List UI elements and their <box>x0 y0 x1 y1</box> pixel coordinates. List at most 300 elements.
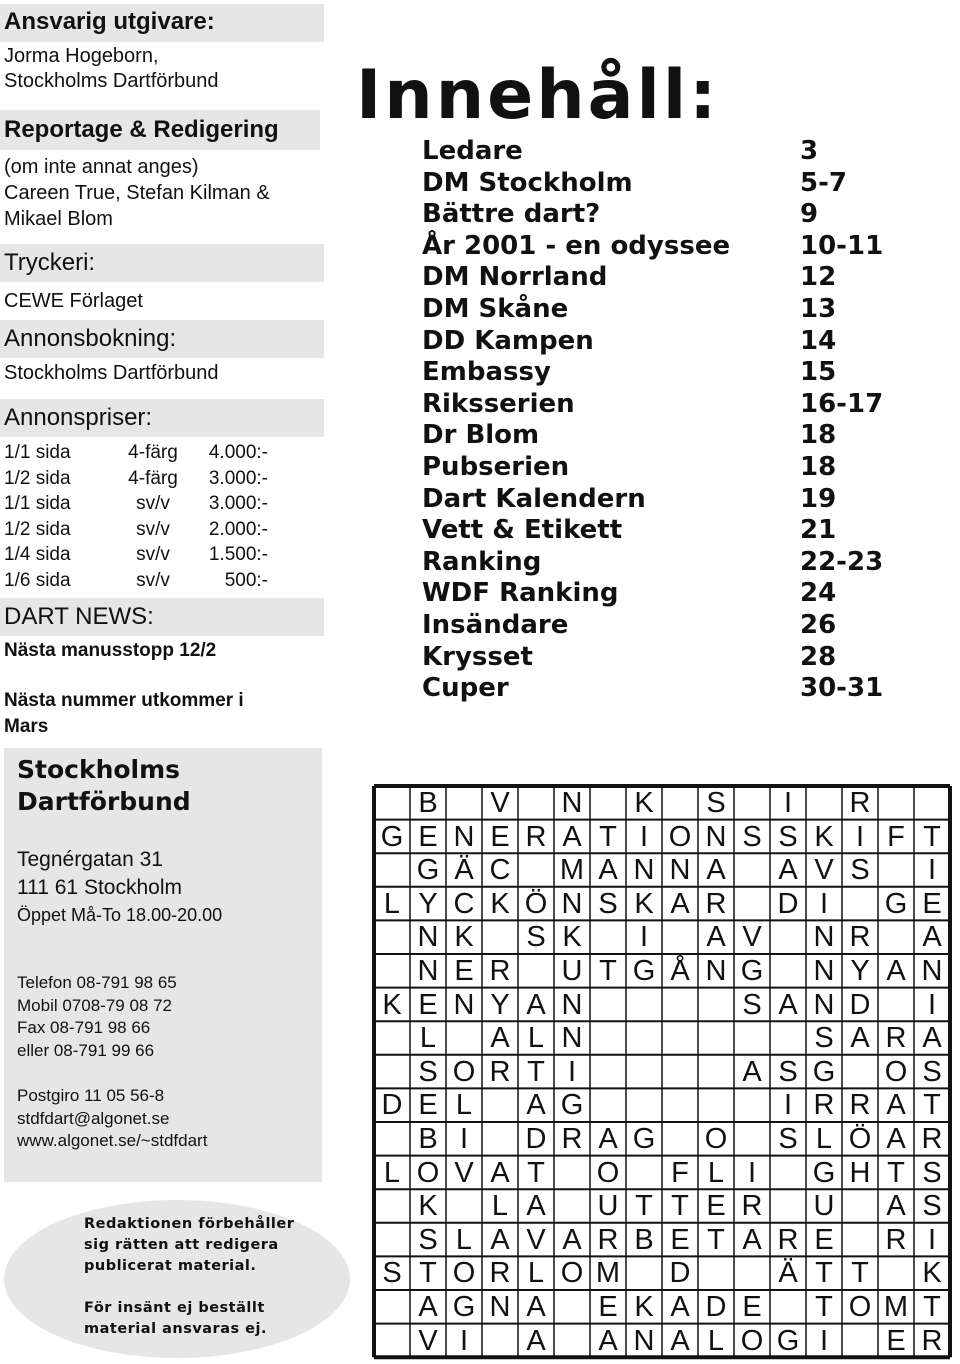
crossword-cell[interactable]: R <box>597 1223 619 1256</box>
toc-item[interactable] <box>422 452 942 484</box>
toc-item[interactable] <box>422 357 942 389</box>
crossword-cell[interactable]: V <box>490 787 510 819</box>
toc-item-title: År 2001 - en odyssee <box>422 230 731 261</box>
toc-item[interactable] <box>422 547 942 579</box>
crossword-cell[interactable]: G <box>740 955 764 987</box>
toc-item-title: DM Norrland <box>422 262 608 293</box>
crossword-cell[interactable]: L <box>707 1156 725 1189</box>
org-name-line2: Dartförbund <box>17 787 191 816</box>
crossword-cell[interactable]: O <box>560 1257 584 1290</box>
price-row <box>0 491 300 517</box>
crossword-cell[interactable]: S <box>418 1055 438 1088</box>
crossword-cell[interactable]: A <box>490 1022 510 1055</box>
crossword-cell[interactable]: S <box>922 1156 942 1189</box>
crossword-cell[interactable]: A <box>598 854 618 887</box>
crossword-cell[interactable]: F <box>887 820 905 853</box>
ads-contact: Stockholms Dartförbund <box>4 362 219 384</box>
toc-item-title: Riksserien <box>422 388 575 419</box>
crossword-cell[interactable]: L <box>491 1190 509 1223</box>
crossword-cell[interactable]: S <box>922 1055 942 1088</box>
toc-item-page: 24 <box>800 578 837 609</box>
crossword-cell[interactable]: R <box>489 1055 511 1088</box>
crossword-cell[interactable]: B <box>634 1223 654 1256</box>
price-row <box>0 542 300 568</box>
crossword-cell[interactable]: V <box>742 921 762 954</box>
crossword-cell[interactable]: I <box>639 820 649 853</box>
crossword-cell[interactable]: S <box>742 820 762 853</box>
crossword-cell[interactable]: A <box>526 1324 546 1357</box>
toc-item[interactable] <box>422 136 942 168</box>
disclaimer-line: publicerat material. <box>84 1258 257 1274</box>
phone-line: Telefon 08-791 98 65 <box>17 973 177 992</box>
crossword-cell[interactable]: I <box>459 1324 469 1357</box>
crossword-cell[interactable]: R <box>885 1022 907 1055</box>
crossword-cell[interactable]: R <box>705 887 727 920</box>
crossword-cell[interactable]: L <box>707 1324 725 1357</box>
crossword-cell[interactable]: T <box>923 1291 941 1323</box>
org-name <box>17 754 191 818</box>
crossword-cell[interactable]: G <box>416 854 440 887</box>
crossword-cell[interactable]: R <box>561 1123 583 1155</box>
crossword-cell[interactable]: T <box>887 1156 905 1189</box>
crossword-cell[interactable]: Ä <box>778 1257 798 1290</box>
crossword-cell[interactable]: G <box>812 1055 836 1088</box>
toc-item[interactable] <box>422 389 942 421</box>
crossword-cell[interactable]: A <box>706 921 726 954</box>
crossword-cell[interactable]: Å <box>670 955 690 987</box>
crossword-cell[interactable]: N <box>561 887 583 920</box>
crossword-cell[interactable]: S <box>742 988 762 1021</box>
crossword-cell[interactable]: R <box>849 1089 871 1122</box>
crossword-cell[interactable]: T <box>851 1257 869 1290</box>
crossword-cell[interactable]: Y <box>418 887 438 920</box>
crossword-cell[interactable]: E <box>886 1324 906 1357</box>
crossword-cell[interactable]: A <box>598 1123 618 1155</box>
price-row <box>0 440 300 466</box>
toc-item-title: WDF Ranking <box>422 578 619 609</box>
toc-item-page: 12 <box>800 262 837 293</box>
crossword-cell[interactable]: L <box>383 887 401 920</box>
crossword-cell[interactable]: E <box>598 1291 618 1323</box>
toc-item-title: DM Stockholm <box>422 167 633 198</box>
crossword-cell[interactable]: F <box>671 1156 689 1189</box>
toc-item-page: 9 <box>800 199 819 230</box>
toc-item-title: DM Skåne <box>422 293 569 324</box>
crossword-cell[interactable]: A <box>922 1022 942 1055</box>
crossword-cell[interactable]: A <box>490 1156 510 1189</box>
crossword-cell[interactable]: E <box>922 887 942 920</box>
toc-item-page: 19 <box>800 483 837 514</box>
crossword-cell[interactable]: V <box>526 1223 546 1256</box>
price-size: 1/1 sida <box>4 442 71 463</box>
crossword-cell[interactable]: A <box>886 1123 906 1155</box>
crossword-cell[interactable]: B <box>418 787 438 819</box>
toc-item[interactable] <box>422 262 942 294</box>
toc-item-title: Insändare <box>422 609 569 640</box>
crossword-cell[interactable]: L <box>419 1022 437 1055</box>
crossword-cell[interactable]: I <box>855 820 865 853</box>
crossword-cell[interactable]: A <box>670 887 690 920</box>
price-color: sv/v <box>136 544 170 565</box>
crossword-cell[interactable]: A <box>742 1223 762 1256</box>
crossword-cell[interactable]: O <box>740 1324 764 1357</box>
crossword-cell[interactable]: R <box>921 1123 943 1155</box>
crossword-letters <box>374 787 954 1357</box>
crossword-cell[interactable]: O <box>704 1123 728 1155</box>
toc-item-page: 22-23 <box>800 546 884 577</box>
crossword-cell[interactable]: T <box>671 1190 689 1223</box>
crossword-cell[interactable]: T <box>599 955 617 987</box>
crossword-cell[interactable]: A <box>742 1055 762 1088</box>
toc-item-page: 15 <box>800 357 837 388</box>
price-size: 1/2 sida <box>4 467 71 489</box>
crossword-cell[interactable]: V <box>814 854 834 887</box>
news-heading: DART NEWS: <box>4 603 154 630</box>
crossword-cell[interactable]: L <box>815 1123 833 1155</box>
crossword-cell[interactable]: V <box>454 1156 474 1189</box>
toc-item-title: Embassy <box>422 357 551 388</box>
crossword-cell[interactable]: Ä <box>454 854 474 887</box>
toc-item-page: 5-7 <box>800 167 847 198</box>
price-amount: 3.000:- <box>208 467 268 489</box>
crossword-cell[interactable]: N <box>921 955 943 987</box>
crossword-cell[interactable]: S <box>778 820 798 853</box>
toc-item[interactable] <box>422 168 942 200</box>
price-row <box>0 517 300 543</box>
crossword-cell[interactable]: G <box>632 1123 656 1155</box>
toc-item[interactable] <box>422 231 942 263</box>
toc-item-title: Pubserien <box>422 451 570 482</box>
crossword-cell[interactable]: O <box>452 1055 476 1088</box>
crossword-cell[interactable]: N <box>633 1324 655 1357</box>
toc-item-page: 26 <box>800 609 837 640</box>
crossword-cell[interactable]: N <box>813 988 835 1021</box>
price-amount: 500:- <box>224 569 268 591</box>
crossword-cell[interactable]: T <box>923 820 941 853</box>
price-color: 4-färg <box>128 442 178 463</box>
toc-item[interactable] <box>422 578 942 610</box>
crossword-cell[interactable]: D <box>669 1257 691 1290</box>
crossword-cell[interactable]: U <box>813 1190 835 1223</box>
toc-item-title: Ranking <box>422 546 542 577</box>
crossword-cell[interactable]: T <box>815 1291 833 1323</box>
crossword-cell[interactable]: L <box>455 1089 473 1122</box>
crossword-cell[interactable]: A <box>670 1324 690 1357</box>
toc-item[interactable] <box>422 642 942 674</box>
toc-item-title: Ledare <box>422 136 523 166</box>
crossword-cell[interactable]: A <box>778 988 798 1021</box>
price-row <box>0 568 300 594</box>
crossword-cell[interactable]: T <box>419 1257 437 1290</box>
crossword-cell[interactable]: K <box>454 921 474 954</box>
crossword-cell[interactable]: C <box>453 887 475 920</box>
price-list <box>0 440 300 593</box>
crossword-cell[interactable]: E <box>490 820 510 853</box>
toc-item-title: Bättre dart? <box>422 199 601 230</box>
price-amount: 3.000:- <box>208 493 268 514</box>
crossword-cell[interactable]: N <box>561 1022 583 1055</box>
crossword-cell[interactable]: R <box>777 1223 799 1256</box>
crossword-cell[interactable]: I <box>783 787 793 819</box>
toc-item-page: 21 <box>800 515 837 546</box>
phone-list <box>17 972 177 1062</box>
toc-item[interactable] <box>422 610 942 642</box>
crossword-cell[interactable]: N <box>813 921 835 954</box>
crossword-cell[interactable]: N <box>561 787 583 819</box>
crossword-cell[interactable]: D <box>777 887 799 920</box>
crossword-cell[interactable]: R <box>741 1190 763 1223</box>
toc-item[interactable] <box>422 673 942 705</box>
crossword-cell[interactable]: L <box>383 1156 401 1189</box>
crossword-cell[interactable]: T <box>707 1223 725 1256</box>
crossword-cell[interactable]: E <box>814 1223 834 1256</box>
crossword-cell[interactable]: Ö <box>524 887 548 920</box>
crossword-cell[interactable]: L <box>455 1223 473 1256</box>
crossword-cell[interactable]: N <box>453 988 475 1021</box>
printer-name: CEWE Förlaget <box>4 290 143 312</box>
disclaimer-text <box>84 1214 294 1340</box>
toc-item-title: Cuper <box>422 673 509 704</box>
disclaimer-line: Redaktionen förbehåller <box>84 1216 295 1232</box>
crossword-cell[interactable]: A <box>778 854 798 887</box>
crossword-cell[interactable]: O <box>884 1055 908 1088</box>
crossword-cell[interactable]: N <box>417 921 439 954</box>
crossword-cell[interactable]: A <box>418 1291 438 1323</box>
crossword-cell[interactable]: O <box>596 1156 620 1189</box>
disclaimer-line: material ansvaras ej. <box>84 1321 267 1337</box>
crossword-cell[interactable]: B <box>418 1123 438 1155</box>
crossword-cell[interactable]: N <box>705 955 727 987</box>
address <box>17 846 182 902</box>
crossword-cell[interactable]: S <box>778 1055 798 1088</box>
crossword-cell[interactable]: I <box>927 854 937 887</box>
postal-city: 111 61 Stockholm <box>17 876 182 899</box>
crossword-cell[interactable]: D <box>381 1089 403 1122</box>
crossword-cell[interactable]: Ö <box>848 1123 872 1155</box>
crossword-cell[interactable]: A <box>526 1291 546 1323</box>
crossword-cell[interactable]: K <box>814 820 834 853</box>
crossword-cell[interactable]: A <box>598 1324 618 1357</box>
crossword-cell[interactable]: R <box>885 1223 907 1256</box>
crossword-cell[interactable]: C <box>489 854 511 887</box>
crossword-cell[interactable]: E <box>418 988 438 1021</box>
crossword-cell[interactable]: K <box>382 988 402 1021</box>
crossword-cell[interactable]: A <box>850 1022 870 1055</box>
crossword-cell[interactable]: E <box>706 1190 726 1223</box>
crossword-cell[interactable]: L <box>527 1022 545 1055</box>
crossword-cell[interactable]: I <box>567 1055 577 1088</box>
street-address: Tegnérgatan 31 <box>17 848 163 871</box>
crossword-cell[interactable]: A <box>922 921 942 954</box>
crossword-cell[interactable]: U <box>561 955 583 987</box>
crossword-cell[interactable]: N <box>489 1291 511 1323</box>
toc-item[interactable] <box>422 326 942 358</box>
crossword-cell[interactable]: R <box>849 921 871 954</box>
crossword-cell[interactable]: E <box>742 1291 762 1323</box>
toc-item-page: 13 <box>800 293 837 324</box>
crossword-cell[interactable]: S <box>778 1123 798 1155</box>
news-next-issue-month: Mars <box>4 716 49 737</box>
crossword-cell[interactable]: G <box>776 1324 800 1357</box>
crossword-cell[interactable]: S <box>706 787 726 819</box>
crossword-cell[interactable]: E <box>418 820 438 853</box>
crossword-cell[interactable]: K <box>418 1190 438 1223</box>
crossword-cell[interactable]: R <box>813 1089 835 1122</box>
crossword-cell[interactable]: M <box>883 1291 909 1323</box>
crossword-cell[interactable]: R <box>921 1324 943 1357</box>
crossword-cell[interactable]: I <box>639 921 649 954</box>
crossword-cell[interactable]: G <box>884 887 908 920</box>
crossword-cell[interactable]: A <box>886 1190 906 1223</box>
crossword-cell[interactable]: K <box>634 887 654 920</box>
toc-title: Innehåll: <box>356 56 720 135</box>
crossword-cell[interactable]: T <box>527 1156 545 1189</box>
crossword-cell[interactable]: N <box>633 854 655 887</box>
website-link[interactable]: www.algonet.se/~stdfdart <box>17 1131 208 1150</box>
crossword-cell[interactable]: T <box>635 1190 653 1223</box>
crossword-cell[interactable]: D <box>849 988 871 1021</box>
crossword-cell[interactable]: A <box>706 854 726 887</box>
crossword-cell[interactable]: A <box>490 1223 510 1256</box>
toc-item[interactable] <box>422 515 942 547</box>
publisher-heading: Ansvarig utgivare: <box>4 8 215 35</box>
crossword-cell[interactable]: K <box>634 1291 654 1323</box>
crossword-cell[interactable]: N <box>705 820 727 853</box>
crossword-cell[interactable]: K <box>922 1257 942 1290</box>
crossword-cell[interactable]: E <box>418 1089 438 1122</box>
crossword-cell[interactable]: M <box>559 854 585 887</box>
opening-hours: Öppet Må-To 18.00-20.00 <box>17 905 223 925</box>
crossword-cell[interactable]: A <box>886 1089 906 1122</box>
crossword-cell[interactable]: I <box>747 1156 757 1189</box>
crossword-cell[interactable]: G <box>380 820 404 853</box>
crossword-cell[interactable]: A <box>562 1223 582 1256</box>
crossword-cell[interactable]: M <box>595 1257 621 1290</box>
crossword-cell[interactable]: O <box>668 820 692 853</box>
crossword-cell[interactable]: S <box>814 1022 834 1055</box>
crossword-cell[interactable]: R <box>849 787 871 819</box>
price-color: sv/v <box>136 569 170 591</box>
crossword-cell[interactable]: O <box>452 1257 476 1290</box>
crossword-cell[interactable]: H <box>849 1156 871 1189</box>
crossword-cell[interactable]: E <box>670 1223 690 1256</box>
crossword-cell[interactable]: I <box>927 1223 937 1256</box>
disclaimer-line: sig rätten att redigera <box>84 1237 279 1253</box>
crossword-cell[interactable]: I <box>783 1089 793 1122</box>
toc-item[interactable] <box>422 484 942 516</box>
prices-heading: Annonspriser: <box>4 404 153 431</box>
crossword-cell[interactable]: T <box>599 820 617 853</box>
crossword-cell[interactable]: I <box>459 1123 469 1155</box>
crossword-cell[interactable]: K <box>634 787 654 819</box>
crossword-cell[interactable]: T <box>923 1089 941 1122</box>
toc-item-title: Dart Kalendern <box>422 483 646 514</box>
editorial-names: Careen True, Stefan Kilman & <box>4 182 270 204</box>
crossword-cell[interactable]: E <box>454 955 474 987</box>
crossword-cell[interactable]: A <box>526 1190 546 1223</box>
crossword-cell[interactable]: N <box>453 820 475 853</box>
crossword-cell[interactable]: G <box>560 1089 584 1122</box>
crossword-cell[interactable]: I <box>819 887 829 920</box>
alt-phone-line: eller 08-791 99 66 <box>17 1040 155 1060</box>
crossword-cell[interactable]: A <box>526 1089 546 1122</box>
crossword-cell[interactable]: R <box>489 1257 511 1290</box>
crossword-cell[interactable]: G <box>452 1291 476 1323</box>
crossword-cell[interactable]: R <box>489 955 511 987</box>
crossword-cell[interactable]: S <box>598 887 618 920</box>
crossword-cell[interactable]: N <box>417 955 439 987</box>
toc-item[interactable] <box>422 199 942 231</box>
crossword-cell[interactable]: T <box>815 1257 833 1290</box>
crossword-cell[interactable]: D <box>705 1291 727 1323</box>
crossword-cell[interactable]: A <box>526 988 546 1021</box>
price-amount: 2.000:- <box>208 518 268 540</box>
toc-item-page: 14 <box>800 325 837 356</box>
crossword-cell[interactable]: Y <box>850 955 870 987</box>
crossword-cell[interactable]: A <box>670 1291 690 1323</box>
crossword-cell[interactable]: K <box>490 887 510 920</box>
crossword-cell[interactable]: N <box>561 988 583 1021</box>
crossword-cell[interactable]: N <box>669 854 691 887</box>
toc-item-page: 18 <box>800 451 837 482</box>
crossword-cell[interactable]: S <box>418 1223 438 1256</box>
crossword-cell[interactable]: S <box>922 1190 942 1223</box>
price-size: 1/1 sida <box>4 493 71 514</box>
toc-item-title: Vett & Etikett <box>422 515 623 546</box>
crossword-cell[interactable]: S <box>526 921 546 954</box>
crossword-cell[interactable]: I <box>819 1324 829 1357</box>
email-link[interactable]: stdfdart@algonet.se <box>17 1108 170 1128</box>
price-amount: 1.500:- <box>208 544 268 565</box>
crossword-cell[interactable]: N <box>813 955 835 987</box>
crossword-cell[interactable]: I <box>927 988 937 1021</box>
crossword-cell[interactable]: R <box>525 820 547 853</box>
crossword-cell[interactable]: G <box>632 955 656 987</box>
crossword-cell[interactable]: A <box>886 955 906 987</box>
postal-info <box>17 1085 207 1153</box>
crossword-cell[interactable]: T <box>527 1055 545 1088</box>
crossword-cell[interactable]: S <box>382 1257 402 1290</box>
crossword-cell[interactable]: L <box>527 1257 545 1290</box>
toc-item-page: 18 <box>800 420 837 451</box>
crossword-cell[interactable]: Y <box>490 988 510 1021</box>
editorial-names-2: Mikael Blom <box>4 208 113 230</box>
crossword-cell[interactable]: U <box>597 1190 619 1223</box>
printer-heading: Tryckeri: <box>4 249 96 276</box>
toc-list <box>422 136 942 705</box>
news-next-issue: Nästa nummer utkommer i <box>4 690 244 711</box>
price-color: 4-färg <box>128 467 178 489</box>
price-row <box>0 466 300 492</box>
crossword-cell[interactable]: O <box>848 1291 872 1323</box>
crossword-cell[interactable]: D <box>525 1123 547 1155</box>
toc-item-page: 28 <box>800 641 837 672</box>
postgiro-line: Postgiro 11 05 56-8 <box>17 1086 165 1105</box>
toc-item[interactable] <box>422 420 942 452</box>
crossword-cell[interactable]: S <box>850 854 870 887</box>
editorial-note: (om inte annat anges) <box>4 156 199 178</box>
crossword-cell[interactable]: K <box>562 921 582 954</box>
toc-item[interactable] <box>422 294 942 326</box>
crossword-cell[interactable]: O <box>416 1156 440 1189</box>
crossword-cell[interactable]: A <box>562 820 582 853</box>
toc-item-page: 30-31 <box>800 673 884 704</box>
price-color: sv/v <box>136 518 170 540</box>
crossword-cell[interactable]: G <box>812 1156 836 1189</box>
crossword-cell[interactable]: V <box>418 1324 438 1357</box>
publisher-org: Stockholms Dartförbund <box>4 70 219 92</box>
toc-item-page: 3 <box>800 136 819 166</box>
